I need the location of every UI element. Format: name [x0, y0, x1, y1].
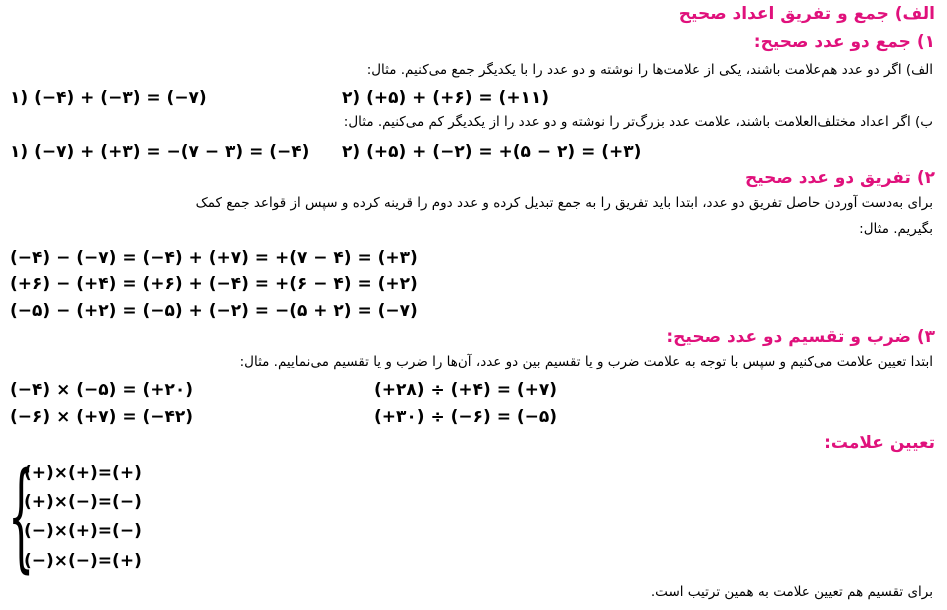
sign-rule-row: (+)×(+)=(+) [24, 463, 142, 483]
section3-div-example-1: (+۲۸) ÷ (+۴) = (+۷) [374, 380, 558, 400]
sign-rule-row: (+)×(−)=(−) [24, 492, 142, 512]
section1-example-b1: ۱) (−۷) + (+۳) = −(۷ − ۳) = (−۴) [10, 142, 310, 162]
section1-example-a2: ۲) (+۵) + (+۶) = (+۱۱) [342, 88, 550, 108]
section3-div-example-2: (+۳۰) ÷ (−۶) = (−۵) [374, 407, 558, 427]
page-title: الف) جمع و تفریق اعداد صحیح [678, 4, 935, 24]
left-brace: { [8, 446, 35, 584]
section2-example-2: (+۶) − (+۴) = (+۶) + (−۴) = +(۶ − ۴) = (+۲) [10, 274, 418, 294]
section1-example-a1: ۱) (−۴) + (−۳) = (−۷) [10, 88, 207, 108]
signs-heading: تعیین علامت: [824, 433, 935, 453]
section2-para-line2: بگیریم. مثال: [859, 221, 933, 237]
section2-example-1: (−۴) − (−۷) = (−۴) + (+۷) = +(۷ − ۴) = (+۳) [10, 248, 418, 268]
section1-heading: ۱) جمع دو عدد صحیح: [753, 32, 935, 52]
section1-example-b2: ۲) (+۵) + (−۲) = +(۵ − ۲) = (+۳) [342, 142, 642, 162]
section2-para-line1: برای به‌دست آوردن حاصل تفریق دو عدد، ابتدا باید تفریق را به جمع تبدیل کرده و عدد دوم را قرینه کرده و سپس از قواعد جمع کمک [195, 195, 933, 211]
section2-example-3: (−۵) − (+۲) = (−۵) + (−۲) = −(۵ + ۲) = (−۷) [10, 301, 418, 321]
section2-heading: ۲) تفریق دو عدد صحیح [744, 168, 935, 188]
signs-footer: برای تقسیم هم تعیین علامت به همین ترتیب است. [650, 584, 933, 600]
section3-heading: ۳) ضرب و تقسیم دو عدد صحیح: [666, 327, 935, 347]
sign-rule-row: (−)×(−)=(+) [24, 551, 142, 571]
section3-mul-example-2: (−۶) × (+۷) = (−۴۲) [10, 407, 194, 427]
section1-para-a: الف) اگر دو عدد هم‌علامت باشند، یکی از علامت‌ها را نوشته و دو عدد را با یکدیگر جمع می‌کنیم. مثال: [366, 62, 933, 78]
sign-rule-row: (−)×(+)=(−) [24, 521, 142, 541]
section1-para-b: ب) اگر اعداد مختلف‌العلامت باشند، علامت عدد بزرگ‌تر را نوشته و دو عدد را از یکدیگر کم می‌کنیم. مثال: [343, 114, 933, 130]
section3-para: ابتدا تعیین علامت می‌کنیم و سپس با توجه به علامت ضرب و یا تقسیم بین دو عدد، آن‌ها را ضرب و یا تقسیم می‌نماییم. مثال: [239, 354, 933, 370]
section3-mul-example-1: (−۴) × (−۵) = (+۲۰) [10, 380, 194, 400]
